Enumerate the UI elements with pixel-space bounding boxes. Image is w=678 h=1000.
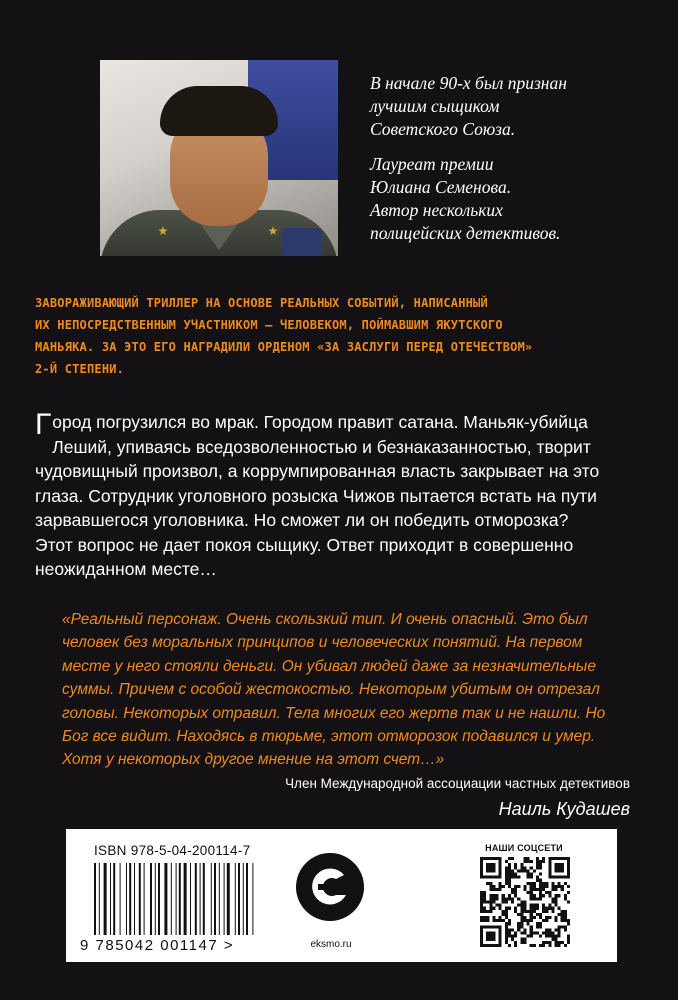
- quote-line: Хотя у некоторых другое мнение на этот счет…»: [62, 751, 445, 769]
- blurb-line: ЗАВОРАЖИВАЮЩИЙ ТРИЛЛЕР НА ОСНОВЕ РЕАЛЬНЫХ СОБЫТИЙ, НАПИСАННЫЙ: [35, 296, 488, 310]
- description-line: неожиданном месте…: [35, 559, 217, 579]
- sleeve-patch-icon: [282, 228, 322, 256]
- blurb-line: МАНЬЯКА. ЗА ЭТО ЕГО НАГРАДИЛИ ОРДЕНОМ «ЗА ЗАСЛУГИ ПЕРЕД ОТЕЧЕСТВОМ»: [35, 340, 533, 354]
- bio-line: полицейских детективов.: [370, 223, 561, 243]
- drop-cap: Г: [35, 408, 52, 441]
- bio-line: лучшим сыщиком: [370, 96, 500, 116]
- author-hair: [160, 86, 278, 136]
- quote-line: головы. Некоторых отравил. Тела многих его жертв так и не нашли. Но: [62, 704, 606, 722]
- social-label: НАШИ СОЦСЕТИ: [485, 843, 563, 853]
- quote-line: «Реальный персонаж. Очень скользкий тип. И очень опасный. Это был: [62, 611, 588, 628]
- orange-blurb: [35, 292, 647, 380]
- description-line: Этот вопрос не дает покоя сыщику. Ответ приходит в совершенно: [35, 534, 574, 555]
- author-bio: [370, 72, 660, 257]
- author-photo: [100, 60, 338, 256]
- description-line: ород погрузился во мрак. Городом правит сатана. Маньяк-убийца: [52, 412, 588, 432]
- bio-line: В начале 90-х был признан: [370, 73, 567, 93]
- blurb-line: 2-Й СТЕПЕНИ.: [35, 362, 125, 376]
- qr-code-icon[interactable]: [480, 857, 570, 947]
- description-line: глаза. Сотрудник уголовного розыска Чижов пытается встать на пути: [35, 485, 597, 506]
- isbn-text: ISBN 978-5-04-200114-7: [94, 843, 251, 858]
- bio-line: Юлиана Семенова.: [370, 177, 512, 197]
- quote-line: Бог все видит. Находясь в тюрьме, этот отморозок подавился и умер.: [62, 728, 596, 746]
- publisher-website[interactable]: eksmo.ru: [310, 939, 352, 950]
- barcode-icon: [94, 863, 272, 935]
- testimonial-quote: [62, 608, 642, 772]
- description-line: зарвавшегося уголовника. Но сможет ли он победить отморозка?: [35, 510, 569, 530]
- description-line: чудовищный произвол, а коррумпированная власть закрывает на это: [35, 461, 600, 481]
- bio-paragraph-1: [370, 72, 660, 141]
- quote-attribution-role: Член Международной ассоциации частных детективов: [285, 776, 630, 791]
- blurb-line: ИХ НЕПОСРЕДСТВЕННЫМ УЧАСТНИКОМ — ЧЕЛОВЕКОМ, ПОЙМАВШИМ ЯКУТСКОГО: [35, 318, 503, 332]
- bio-line: Советского Союза.: [370, 119, 516, 139]
- book-description: [35, 410, 655, 582]
- description-line: Леший, упиваясь вседозволенностью и безнаказанностью, творит: [52, 436, 591, 457]
- quote-line: месте у него стояли деньги. Он убивал людей даже за незначительные: [62, 657, 596, 675]
- eksmo-logo-icon: [294, 851, 366, 923]
- bio-paragraph-2: [370, 153, 660, 245]
- quote-attribution-name: Наиль Кудашев: [498, 799, 630, 819]
- bio-line: Автор нескольких: [370, 200, 503, 220]
- quote-line: человек без моральных принципов и человеческих понятий. На первом: [62, 634, 583, 652]
- barcode-number: 9 785042 001147 >: [80, 937, 235, 954]
- quote-line: суммы. Причем с особой жестокостью. Некоторым убитым он отрезал: [62, 681, 600, 699]
- barcode-panel: [66, 829, 617, 962]
- bio-line: Лауреат премии: [370, 154, 494, 174]
